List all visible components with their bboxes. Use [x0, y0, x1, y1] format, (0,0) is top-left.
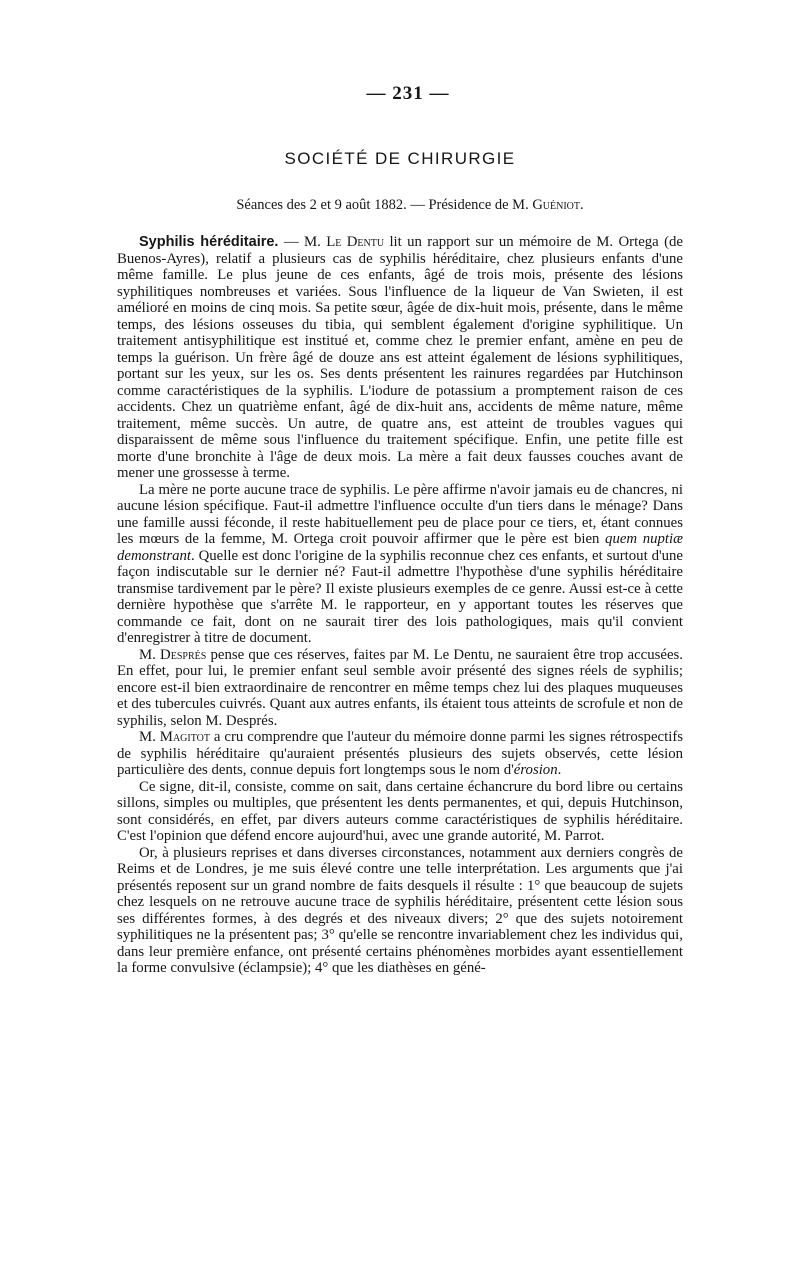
paragraph-text: — M.	[278, 234, 327, 250]
paragraph-text: pense que ces réserves, faites par M. Le Dentu, ne sauraient être trop accusées. En effet, pour lui, le premier enfant seul semble avoir présenté des signes réels de syphilis; encore est-il bien extraordinaire de rencontrer en même temps chez lui des plaques muqueuses et des tubercules cuivrés. Quant aux autres enfants, ils étaient tous atteints de scrofule et non de syphilis, selon M. Després.	[117, 646, 683, 729]
paragraph-text: M.	[139, 646, 161, 663]
paragraph-text: a cru comprendre que l'auteur du mémoire donne parmi les signes rétrospectifs de syphilis héréditaire qu'auraient présentés plusieurs des sujets observés, cette lésion particulière des dents, connue depuis fort longtemps sous le nom d'	[117, 729, 684, 778]
italic-term: érosion	[513, 762, 558, 778]
session-dates-line	[137, 195, 683, 215]
speaker-name: Després	[160, 646, 207, 663]
paragraph-text: .	[557, 762, 562, 778]
paragraph-sign: Ce signe, dit-il, consiste, comme on sait, dans certaine échancrure du bord libre ou certains sillons, simples ou multiples, que présentent les dents permanentes, et qui, depuis Hutchinson, sont considérés, en effet, par divers auteurs comme caractéristiques de syphilis héréditaire. C'est l'opinion que défend encore aujourd'hui, avec une grande autorité, M. Parrot.	[117, 778, 683, 844]
paragraph-mother	[117, 482, 683, 647]
article-body	[117, 234, 683, 977]
paragraph-text: . Quelle est donc l'origine de la syphilis reconnue chez ces enfants, et surtout d'une façon indiscutable sur le dernier né? Faut-il admettre l'hypothèse d'une syphilis héréditaire transmise tardivement par le père? Il existe plusieurs exemples de ce genre. Aussi est-ce à cette dernière hypothèse que s'arrête M. le rapporteur, en y apportant toutes les réserves que commande ce fait, dont on ne saurait tirer des lois pathologiques, mais qu'il convient d'enregistrer à titre de document.	[117, 547, 683, 646]
page-number: — 231 —	[366, 83, 450, 104]
section-heading: Syphilis héréditaire.	[139, 234, 279, 250]
paragraph-text: lit un rapport sur un mémoire de M. Ortega (de Buenos-Ayres), relatif a plusieurs cas de syphilis héréditaire, chez plusieurs enfants d'une même famille. Le plus jeune de ces enfants, âgé de trois mois, présente des lésions syphilitiques nombreuses et variées. Sous l'influence de la liqueur de Van Swieten, il est amélioré en moins de cinq mois. Sa petite sœur, âgée de dix-huit mois, présente, dans le même temps, des lésions osseuses du tibia, qui semblent également d'origine syphilitique. Un traitement antisyphilitique est institué et, comme chez le premier enfant, amène en peu de temps la guérison. Un frère âgé de douze ans est atteint également de lésions syphilitiques, portant sur les yeux, sur les os. Ses dents présentent les rainures regardées par Hutchinson comme caractéristiques de la syphilis. L'iodure de potassium a promptement raison de ces accidents. Chez un quatrième enfant, âgé de dix-huit ans, accidents de même nature, même traitement, même succès. Un autre, de quatre ans, est atteint de troubles vagues qui disparaissent de même sous l'influence du traitement spécifique. Enfin, une petite fille est morte d'une bronchite à l'âge de deux mois. La mère a fait deux fausses couches avant de mener une grossesse à terme.	[117, 234, 683, 481]
society-title: SOCIÉTÉ DE CHIRURGIE	[284, 149, 516, 168]
latin-phrase: quem nuptiæ demonstrant	[117, 531, 683, 564]
paragraph-despres	[117, 647, 683, 730]
speaker-name: Le Dentu	[326, 234, 385, 250]
session-dates-end: .	[580, 197, 584, 213]
paragraph-text: M.	[139, 729, 160, 745]
paragraph-arguments: Or, à plusieurs reprises et dans diverses circonstances, notamment aux derniers congrès de Reims et de Londres, je me suis élevé contre une telle interprétation. Les arguments que j'ai présentés reposent sur un grand nombre de faits desquels il résulte : 1° que beaucoup de sujets chez lesquels on ne retrouve aucune trace de syphilis héréditaire, présentent cette lésion sous ses différentes formes, à des degrés et des niveaux divers; 2° que des sujets notoirement syphilitiques ne la présentent pas; 3° qu'elle se rencontre invariablement chez les individus qui, dans leur première enfance, ont présenté certains phénomènes morbides ayant essentiellement la forme convulsive (éclampsie); 4° que les diathèses en géné-	[117, 844, 683, 976]
book-page	[117, 82, 683, 977]
session-dates-text: Séances des 2 et 9 août 1882. — Présidence de M.	[236, 197, 533, 213]
president-name: Guéniot	[532, 197, 581, 213]
paragraph-report	[117, 234, 683, 482]
paragraph-magitot	[117, 729, 683, 779]
paragraph-text: La mère ne porte aucune trace de syphilis. Le père affirme n'avoir jamais eu de chancres, ni aucune lésion spécifique. Faut-il admettre l'influence occulte d'un tiers dans le ménage? Dans une famille aussi féconde, il reste habituellement peu de place pour ce tiers, et, étant connues les mœurs de la femme, M. Ortega croit pouvoir affirmer que le père est bien	[117, 481, 683, 547]
speaker-name: Magitot	[159, 729, 210, 745]
